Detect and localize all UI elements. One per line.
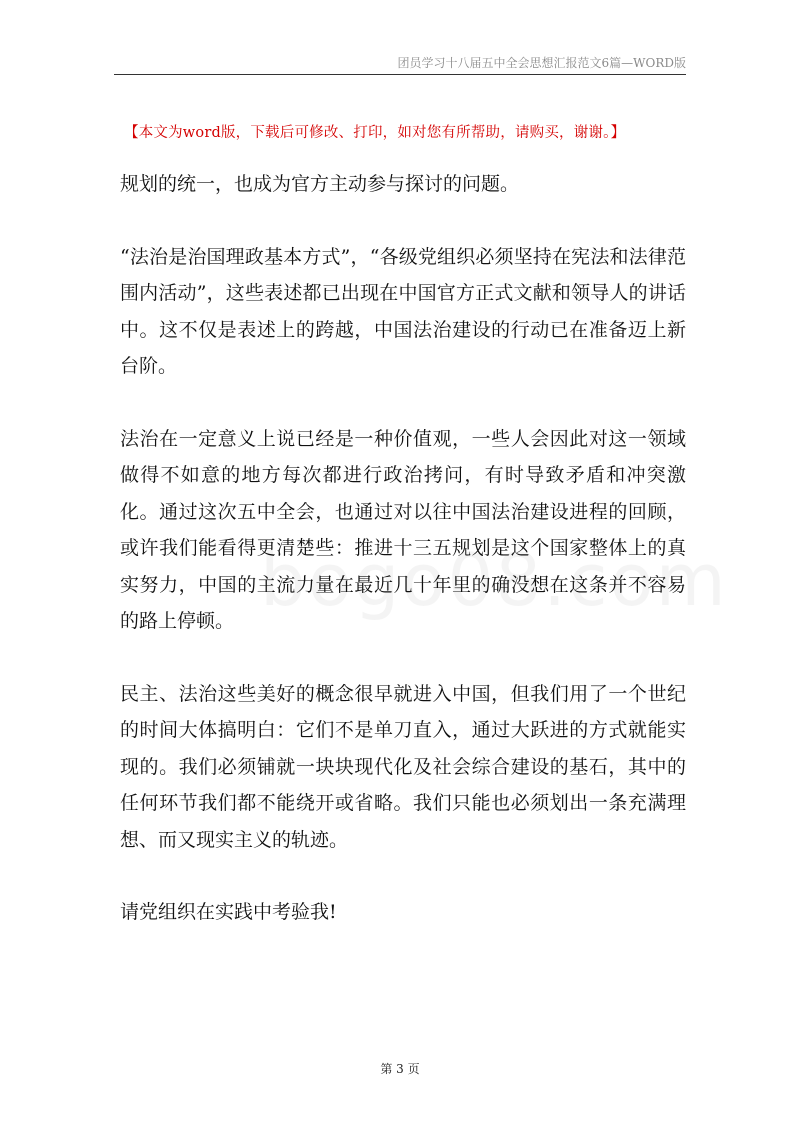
page-number: 第 3 页 [380,1062,420,1076]
purchase-notice: 【本文为word版，下载后可修改、打印，如对您有所帮助，请购买，谢谢。】 [124,125,626,141]
page-header [114,52,686,75]
paragraph: 法治在一定意义上说已经是一种价值观，一些人会因此对这一领域做得不如意的地方每次都进行政治拷问，有时导致矛盾和冲突激化。通过这次五中全会，也通过对以往中国法治建设进程的回顾，或许我们能看得更清楚些：推进十三五规划是这个国家整体上的真实努力，中国的主流力量在最近几十年里的确没想在这条并不容易的路上停顿。 [120,427,686,632]
header-title: 团员学习十八届五中全会思想汇报范文6篇—WORD版 [397,56,686,70]
document-body [120,166,686,967]
paragraph: “法治是治国理政基本方式”，“各级党组织必须坚持在宪法和法律范围内活动”，这些表述都已出现在中国官方正式文献和领导人的讲话中。这不仅是表述上的跨越，中国法治建设的行动已在准备迈上新台阶。 [120,245,686,377]
paragraph: 规划的统一，也成为官方主动参与探讨的问题。 [120,173,520,195]
paragraph: 请党组织在实践中考验我! [120,901,337,923]
paragraph: 民主、法治这些美好的概念很早就进入中国，但我们用了一个世纪的时间大体搞明白：它们不是单刀直入，通过大跃进的方式就能实现的。我们必须铺就一块块现代化及社会综合建设的基石，其中的任何环节我们都不能绕开或省略。我们只能也必须划出一条充满理想、而又现实主义的轨迹。 [120,682,686,851]
